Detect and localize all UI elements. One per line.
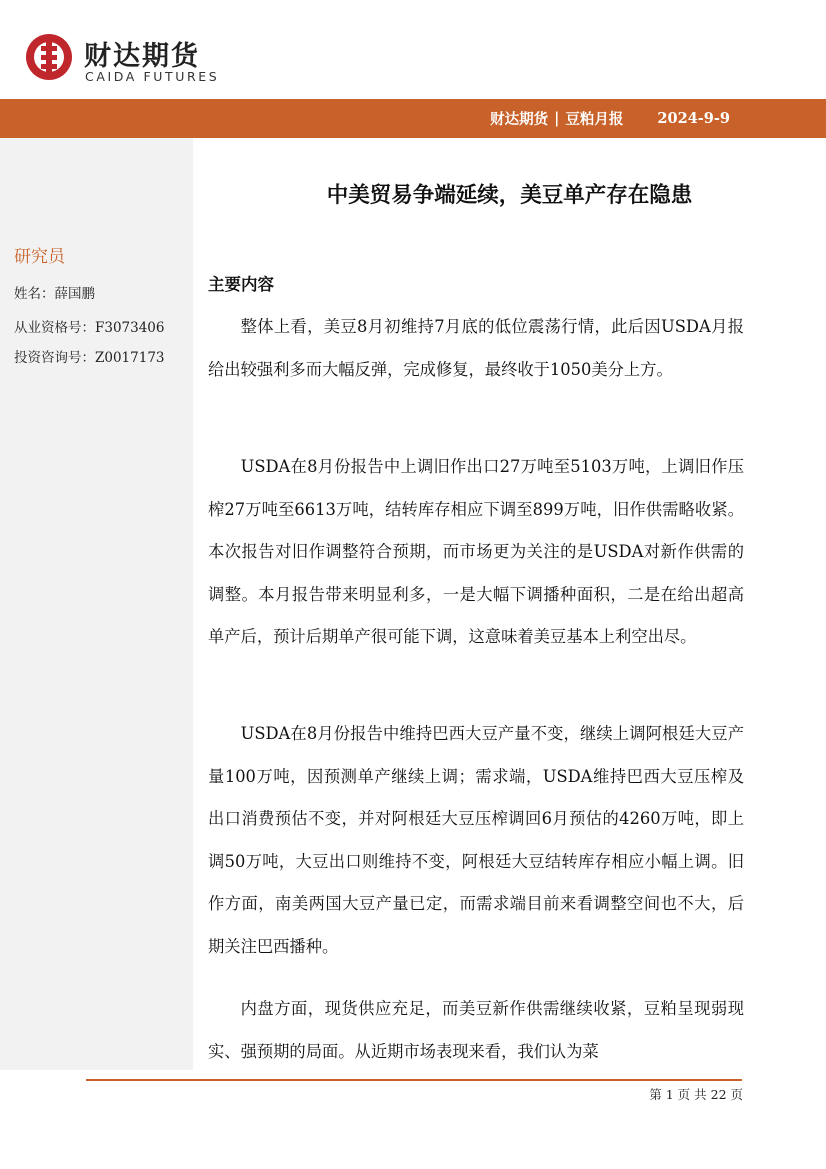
header-company: 财达期货: [490, 111, 549, 128]
logo-chinese-name: 财达期货: [84, 41, 200, 72]
researcher-license: 从业资格号：F3073406: [14, 320, 165, 336]
researcher-name: 姓名：薛国鹏: [14, 286, 95, 302]
caida-logo-icon: [24, 32, 74, 82]
page-number: 第 1 页 共 22 页: [649, 1087, 743, 1102]
company-logo: [24, 32, 224, 88]
footer-divider: [86, 1079, 742, 1081]
report-header-band: [0, 99, 826, 138]
paragraph: USDA在8月份报告中上调旧作出口27万吨至5103万吨，上调旧作压榨27万吨至6613万吨，结转库存相应下调至899万吨，旧作供需略收紧。本次报告对旧作调整符合预期，而市场更为关注的是USDA对新作供需的调整。本月报告带来明显利多，一是大幅下调播种面积，二是在给出超高单产后，预计后期单产很可能下调，这意味着美豆基本上利空出尽。: [208, 457, 744, 646]
researcher-consult-id: 投资咨询号：Z0017173: [14, 350, 165, 366]
logo-english-name: CAIDA FUTURES: [85, 69, 220, 84]
sidebar: [0, 138, 193, 1070]
paragraph: 内盘方面，现货供应充足，而美豆新作供需继续收紧，豆粕呈现弱现实、强预期的局面。从近期市场表现来看，我们认为菜: [208, 999, 744, 1061]
header-date: 2024-9-9: [657, 110, 730, 127]
paragraph: USDA在8月份报告中维持巴西大豆产量不变，继续上调阿根廷大豆产量100万吨，因预测单产继续上调；需求端，USDA维持巴西大豆压榨及出口消费预估不变，并对阿根廷大豆压榨调回6月预估的4260万吨，即上调50万吨，大豆出口则维持不变，阿根廷大豆结转库存相应小幅上调。旧作方面，南美两国大豆产量已定，而需求端目前来看调整空间也不大，后期关注巴西播种。: [208, 724, 744, 956]
section-heading: 主要内容: [208, 275, 274, 294]
header-separator: |: [554, 110, 560, 127]
header-report-type: 豆粕月报: [565, 111, 624, 128]
researcher-heading: 研究员: [14, 247, 65, 267]
paragraph: 整体上看，美豆8月初维持7月底的低位震荡行情，此后因USDA月报给出较强利多而大幅反弹，完成修复，最终收于1050美分上方。: [208, 317, 744, 379]
document-title: 中美贸易争端延续，美豆单产存在隐患: [326, 183, 693, 208]
